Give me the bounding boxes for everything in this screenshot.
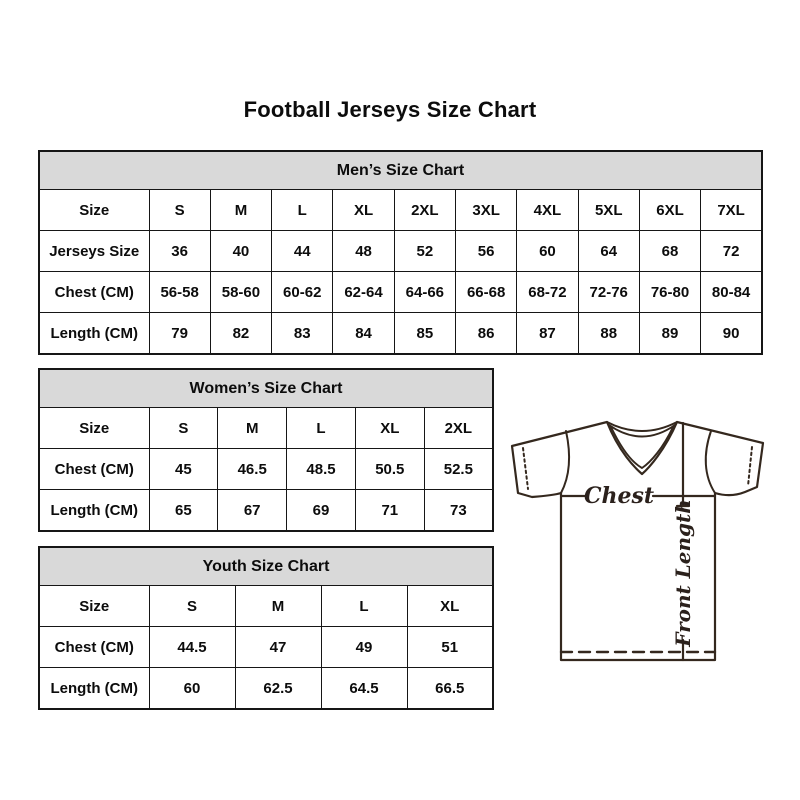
womens-size-table [38,368,494,532]
table-cell: 66-68 [455,272,516,313]
table-cell: 73 [424,490,493,532]
womens-table [38,368,494,532]
row-label: Chest (CM) [39,627,149,668]
table-cell: 62.5 [235,668,321,710]
table-cell: 46.5 [218,449,287,490]
table-row [39,586,493,627]
table-cell: 44.5 [149,627,235,668]
table-row [39,449,493,490]
table-cell: 88 [578,313,639,355]
table-cell: 3XL [455,190,516,231]
row-label: Length (CM) [39,313,149,355]
table-cell: 64 [578,231,639,272]
mens-table [38,150,763,355]
youth-table [38,546,494,710]
front-length-label: Front Length [671,499,695,647]
table-cell: 86 [455,313,516,355]
table-cell: 6XL [639,190,700,231]
table-cell: 84 [333,313,394,355]
table-cell: 72-76 [578,272,639,313]
row-label: Length (CM) [39,490,149,532]
table-cell: M [210,190,271,231]
page-title: Football Jerseys Size Chart [243,97,537,122]
table-cell: M [235,586,321,627]
chest-label: Chest [583,483,655,509]
table-cell: 64.5 [321,668,407,710]
table-cell: S [149,190,210,231]
table-cell: 72 [701,231,762,272]
jersey-outline-icon [512,422,763,660]
table-title-row [39,547,493,586]
table-cell: 60 [149,668,235,710]
table-cell: 71 [355,490,424,532]
table-cell: 50.5 [355,449,424,490]
table-cell: 45 [149,449,218,490]
table-cell: 64-66 [394,272,455,313]
table-title-row [39,151,762,190]
table-cell: 79 [149,313,210,355]
table-cell: 83 [272,313,333,355]
youth-size-table [38,546,494,710]
table-cell: 69 [287,490,356,532]
row-label: Chest (CM) [39,449,149,490]
row-label: Chest (CM) [39,272,149,313]
table-row [39,190,762,231]
row-label: Size [39,408,149,449]
table-cell: XL [355,408,424,449]
row-label: Jerseys Size [39,231,149,272]
table-cell: 2XL [394,190,455,231]
table-cell: 82 [210,313,271,355]
table-cell: 62-64 [333,272,394,313]
womens-table-title: Women’s Size Chart [39,369,493,408]
jersey-measurement-diagram [505,416,767,668]
table-cell: 58-60 [210,272,271,313]
table-cell: 56-58 [149,272,210,313]
youth-table-title: Youth Size Chart [39,547,493,586]
table-cell: 90 [701,313,762,355]
table-cell: L [272,190,333,231]
table-cell: 52.5 [424,449,493,490]
table-cell: XL [333,190,394,231]
table-cell: 44 [272,231,333,272]
table-cell: 4XL [517,190,578,231]
table-cell: 76-80 [639,272,700,313]
table-cell: 87 [517,313,578,355]
table-cell: 68-72 [517,272,578,313]
table-cell: 2XL [424,408,493,449]
table-cell: 7XL [701,190,762,231]
table-cell: 51 [407,627,493,668]
table-cell: 68 [639,231,700,272]
row-label: Length (CM) [39,668,149,710]
table-row [39,231,762,272]
table-cell: 40 [210,231,271,272]
table-row [39,668,493,710]
table-cell: 56 [455,231,516,272]
table-cell: 65 [149,490,218,532]
mens-size-table [38,150,763,355]
table-cell: 36 [149,231,210,272]
table-cell: L [287,408,356,449]
table-cell: 85 [394,313,455,355]
table-row [39,408,493,449]
table-cell: 49 [321,627,407,668]
table-cell: 52 [394,231,455,272]
table-cell: 60-62 [272,272,333,313]
table-cell: 5XL [578,190,639,231]
table-cell: 66.5 [407,668,493,710]
table-cell: 89 [639,313,700,355]
table-cell: S [149,586,235,627]
table-cell: S [149,408,218,449]
row-label: Size [39,190,149,231]
table-cell: 60 [517,231,578,272]
mens-table-title: Men’s Size Chart [39,151,762,190]
table-row [39,272,762,313]
row-label: Size [39,586,149,627]
table-cell: XL [407,586,493,627]
table-cell: 47 [235,627,321,668]
table-row [39,313,762,355]
table-cell: 48.5 [287,449,356,490]
table-row [39,627,493,668]
table-cell: 48 [333,231,394,272]
table-title-row [39,369,493,408]
table-cell: 80-84 [701,272,762,313]
table-cell: L [321,586,407,627]
table-cell: M [218,408,287,449]
table-cell: 67 [218,490,287,532]
table-row [39,490,493,532]
